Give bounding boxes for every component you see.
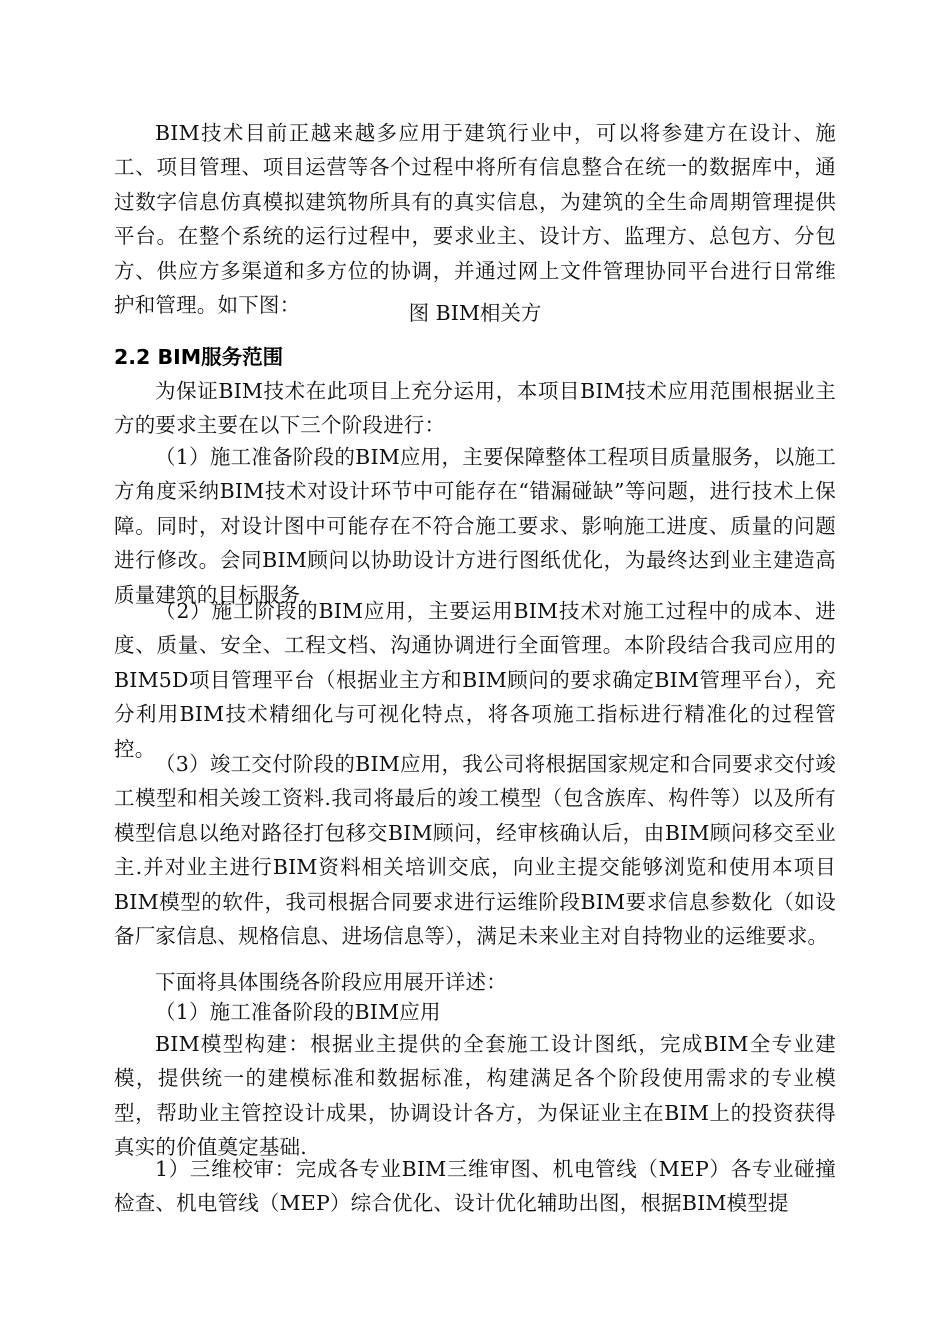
bim-model-paragraph: BIM模型构建：根据业主提供的全套施工设计图纸，完成BIM全专业建模，提供统一的建模标准和数据标准，构建满足各个阶段使用需求的专业模型，帮助业主管控设计成果，协调设计各方，为保证业主在BIM上的投资获得真实的价值奠定基础.: [114, 1032, 836, 1160]
stage-1-paragraph: （1）施工准备阶段的BIM应用，主要保障整体工程项目质量服务，以施工方角度采纳BIM技术对设计环节中可能存在“错漏碰缺”等问题，进行技术上保障。同时，对设计图中可能存在不符合施工要求、影响施工进度、质量的问题进行修改。会同BIM顾问以协助设计方进行图纸优化，为最终达到业主建造高质量建筑的目标服务.: [114, 445, 836, 607]
stage-3-paragraph: （3）竣工交付阶段的BIM应用，我公司将根据国家规定和合同要求交付竣工模型和相关竣工资料.我司将最后的竣工模型（包含族库、构件等）以及所有模型信息以绝对路径打包移交BIM顾问，经审核确认后，由BIM顾问移交至业主.并对业主进行BIM资料相关培训交底，向业主提交能够浏览和使用本项目BIM模型的软件，我司根据合同要求进行运维阶段BIM要求信息参数化（如设备厂家信息、规格信息、进场信息等），满足未来业主对自持物业的运维要求。: [114, 752, 836, 949]
detail-intro-paragraph: 下面将具体围绕各阶段应用展开详述：: [155, 970, 507, 994]
stage-1-subheading: （1）施工准备阶段的BIM应用: [155, 1000, 441, 1024]
section-heading: 2.2 BIM服务范围: [114, 345, 284, 369]
three-d-review-paragraph: 1）三维校审：完成各专业BIM三维审图、机电管线（MEP）各专业碰撞检查、机电管线（MEP）综合优化、设计优化辅助出图，根据BIM模型提: [114, 1157, 836, 1216]
stage-2-paragraph: （2）施工阶段的BIM应用，主要运用BIM技术对施工过程中的成本、进度、质量、安全、工程文档、沟通协调进行全面管理。本阶段结合我司应用的BIM5D项目管理平台（根据业主方和BIM顾问的要求确定BIM管理平台），充分利用BIM技术精细化与可视化特点，将各项施工指标进行精准化的过程管控。: [114, 599, 836, 761]
intro-paragraph: BIM技术目前正越来越多应用于建筑行业中，可以将参建方在设计、施工、项目管理、项目运营等各个过程中将所有信息整合在统一的数据库中，通过数字信息仿真模拟建筑物所具有的真实信息，为建筑的全生命周期管理提供平台。在整个系统的运行过程中，要求业主、设计方、监理方、总包方、分包方、供应方多渠道和多方位的协调，并通过网上文件管理协同平台进行日常维护和管理。如下图：: [114, 121, 836, 318]
section-paragraph-intro: 为保证BIM技术在此项目上充分运用，本项目BIM技术应用范围根据业主方的要求主要在以下三个阶段进行：: [114, 379, 836, 438]
figure-caption: 图 BIM相关方: [408, 301, 542, 325]
